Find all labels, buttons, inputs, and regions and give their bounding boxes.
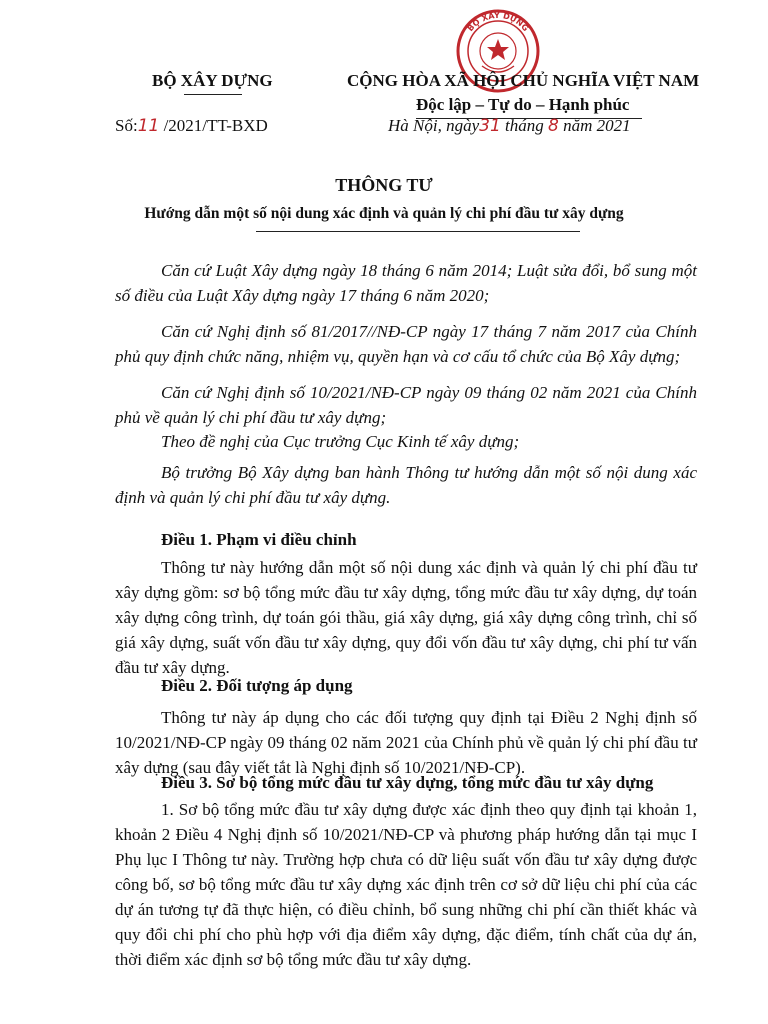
date-month-handwritten: 8	[548, 116, 559, 136]
preamble-paragraph: Căn cứ Nghị định số 10/2021/NĐ-CP ngày 09 tháng 02 năm 2021 của Chính phủ về quản lý chi phí đầu tư xây dựng;	[115, 383, 697, 427]
preamble-paragraph: Căn cứ Nghị định số 81/2017//NĐ-CP ngày 17 tháng 7 năm 2017 của Chính phủ quy định chức năng, nhiệm vụ, quyền hạn và cơ cấu tổ chức của Bộ Xây dựng;	[115, 322, 697, 366]
seal-ring-text: BỘ XÂY DỰNG	[465, 10, 531, 34]
doc-number-suffix: /2021/TT-BXD	[159, 116, 268, 135]
date-place: Hà Nội, ngày	[388, 116, 480, 135]
national-motto: Độc lập – Tự do – Hạnh phúc	[416, 95, 630, 114]
ministry-name: BỘ XÂY DỰNG	[152, 71, 273, 90]
ministry-underline	[184, 94, 242, 95]
preamble-paragraph: Theo đề nghị của Cục trưởng Cục Kinh tế xây dựng;	[161, 432, 520, 451]
date-year: năm 2021	[558, 116, 631, 135]
document-number	[115, 116, 268, 136]
article-heading: Điều 1. Phạm vi điều chỉnh	[161, 530, 357, 549]
preamble-paragraph: Căn cứ Luật Xây dựng ngày 18 tháng 6 năm 2014; Luật sửa đổi, bổ sung một số điều của Luật Xây dựng ngày 17 tháng 6 năm 2020;	[115, 261, 697, 305]
date-day-handwritten: 31	[479, 116, 501, 136]
document-subtitle: Hướng dẫn một số nội dung xác định và quản lý chi phí đầu tư xây dựng	[144, 205, 624, 222]
doc-number-handwritten: 11	[137, 116, 160, 136]
national-title: CỘNG HÒA XÃ HỘI CHỦ NGHĨA VIỆT NAM	[347, 71, 700, 90]
article-heading: Điều 3. Sơ bộ tổng mức đầu tư xây dựng, tổng mức đầu tư xây dựng	[161, 773, 654, 792]
document-date	[388, 116, 631, 136]
article-heading: Điều 2. Đối tượng áp dụng	[161, 676, 353, 695]
article-body: Thông tư này áp dụng cho các đối tượng quy định tại Điều 2 Nghị định số 10/2021/NĐ-CP ngày 09 tháng 02 năm 2021 của Chính phủ về quản lý chi phí đầu tư xây dựng (sau đây viết tắt là Nghị định số 10/2021/NĐ-CP).	[115, 708, 697, 777]
document-title: THÔNG TƯ	[335, 175, 433, 195]
date-month-label: tháng	[500, 116, 549, 135]
preamble-paragraph: Bộ trưởng Bộ Xây dựng ban hành Thông tư hướng dẫn một số nội dung xác định và quản lý chi phí đầu tư xây dựng.	[115, 463, 697, 507]
subtitle-underline	[256, 231, 580, 232]
article-body: 1. Sơ bộ tổng mức đầu tư xây dựng được xác định theo quy định tại khoản 1, khoản 2 Điều 4 Nghị định số 10/2021/NĐ-CP và phương pháp hướng dẫn tại mục I Phụ lục I Thông tư này. Trường hợp chưa có dữ liệu suất vốn đầu tư xây dựng được công bố, sơ bộ tổng mức đầu tư xây dựng xác định trên cơ sở dữ liệu chi phí của các dự án tương tự đã thực hiện, có điều chỉnh, bổ sung những chi phí cần thiết khác và quy đổi chi phí cho phù hợp với địa điểm xây dựng, đặc điểm, tính chất của dự án, thời điểm xác định sơ bộ tổng mức đầu tư xây dựng.	[115, 800, 697, 969]
doc-number-prefix: Số:	[115, 116, 138, 135]
article-body: Thông tư này hướng dẫn một số nội dung xác định và quản lý chi phí đầu tư xây dựng gồm: sơ bộ tổng mức đầu tư xây dựng, tổng mức đầu tư xây dựng, dự toán xây dựng công trình, dự toán gói thầu, giá xây dựng, giá xây dựng công trình, chỉ số giá xây dựng, suất vốn đầu tư xây dựng, quy đổi vốn đầu tư xây dựng, chi phí tư vấn đầu tư xây dựng.	[115, 558, 697, 677]
